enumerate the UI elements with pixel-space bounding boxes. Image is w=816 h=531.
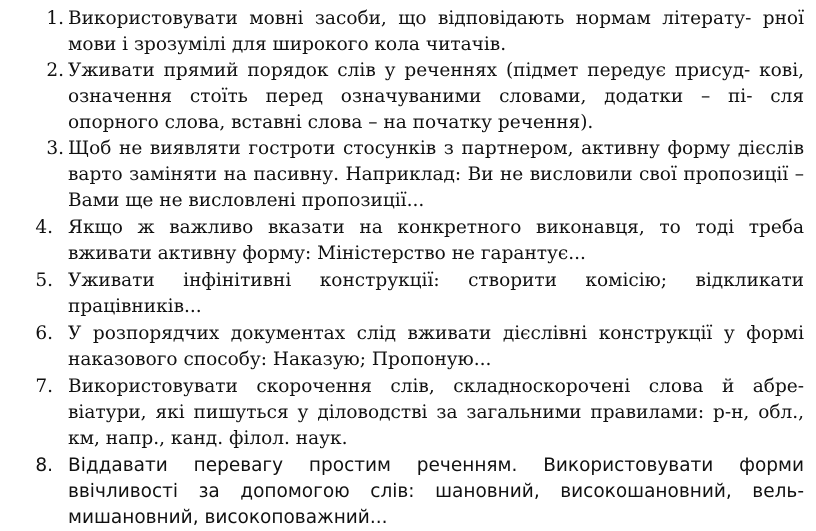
list-item-text: Використовувати мовні засоби, що відповідають нормам літерату- рної мови і зрозумілі для широкого кола читачів.: [68, 8, 804, 55]
list-item-number: 4.: [35, 217, 53, 238]
list-item-text: Якщо ж важливо вказати на конкретного виконавця, то тоді треба вживати активну форму: Міністерство не гарантує...: [68, 217, 804, 264]
list-item-text: Використовувати скорочення слів, складноскорочені слова й абре- віатури, які пишуться у діловодстві за загальними правилами: р-н, обл., км, напр., канд. філол. наук.: [68, 376, 804, 449]
list-item-number: 2.: [46, 60, 64, 81]
list-item-text: Уживати інфінітивні конструкції: створити комісію; відкликати працівників...: [68, 270, 804, 317]
list-item: [0, 58, 816, 136]
list-item-number: 6.: [35, 323, 53, 344]
list-item: [0, 6, 816, 58]
list-item: [0, 215, 816, 267]
list-item: [0, 374, 816, 452]
rules-list: [0, 6, 816, 531]
list-item-text: Віддавати перевагу простим реченням. Використовувати форми ввічливості за допомогою слів: шановний, високошановний, вель- мишановний, високоповажний...: [68, 455, 804, 528]
list-item-number: 3.: [46, 138, 64, 159]
list-item-text: Уживати прямий порядок слів у реченнях (підмет передує присуд- кові, означення стоїть перед означуваними словами, додатки – пі- сля опорного слова, вставні слова – на початку речення).: [68, 60, 804, 133]
list-item-number: 5.: [35, 270, 53, 291]
document-page: [0, 6, 816, 531]
list-item-number: 1.: [46, 8, 64, 29]
list-item-text: Щоб не виявляти гостроти стосунків з партнером, активну форму дієслів варто заміняти на пасивну. Наприклад: Ви не висловили свої пропозиції – Вами ще не висловлені пропозиції...: [68, 138, 804, 211]
list-item: [0, 136, 816, 214]
list-item-number: 7.: [35, 376, 53, 397]
list-item-text: У розпорядчих документах слід вживати дієслівні конструкції у формі наказового способу: Наказую; Пропоную...: [68, 323, 804, 370]
list-item: [0, 321, 816, 373]
list-item-number: 8.: [35, 455, 53, 476]
list-item: [0, 453, 816, 531]
list-item: [0, 268, 816, 320]
